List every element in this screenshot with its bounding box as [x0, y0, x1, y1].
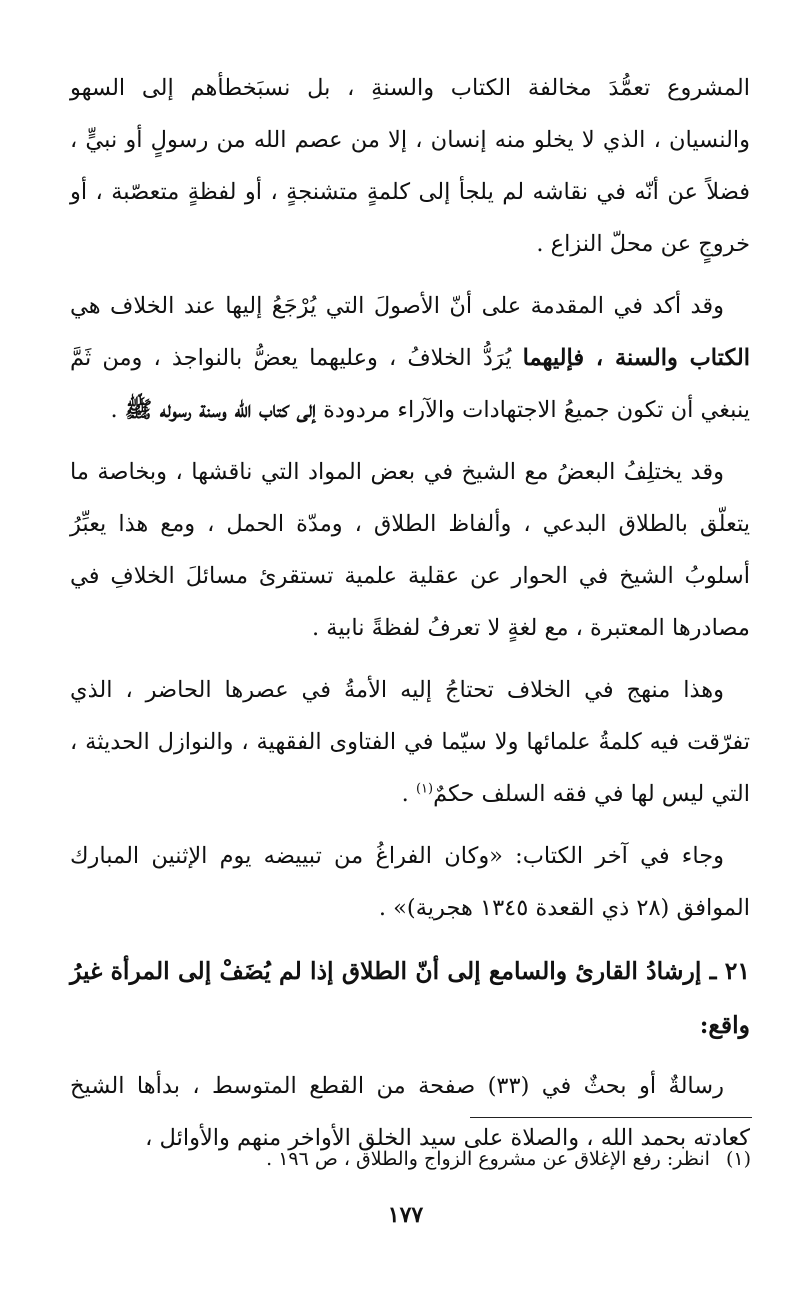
page-body [70, 62, 750, 1174]
paragraph-2-text-3: . [110, 397, 125, 423]
paragraph-2-text-1: وقد أكد في المقدمة على أنّ الأصولَ التي يُرْجَعُ إليها عند الخلاف هي [70, 293, 724, 319]
paragraph-5: وجاء في آخر الكتاب: «وكان الفراغُ من تبييضه يوم الإثنين المبارك الموافق (٢٨ ذي القعدة ١٣٤٥ هجرية)» . [70, 843, 750, 921]
footnote-text: انظر: رفع الإغلاق عن مشروع الزواج والطلاق ، ص ١٩٦ . [266, 1148, 710, 1170]
footnote-number: (١) [725, 1148, 751, 1170]
paragraph-1: المشروع تعمُّدَ مخالفة الكتاب والسنةِ ، بل نسبَخطأهم إلى السهو والنسيان ، الذي لا يخلو منه إنسان ، إلا من عصم الله من رسولٍ أو نبيٍّ ، فضلاً عن أنّه في نقاشه لم يلجأ إلى كلمةٍ متشنجةٍ ، أو لفظةٍ متعصّبة ، أو خروجٍ عن محلّ النزاع . [70, 75, 750, 257]
paragraph-2-bold-2: إلى كتاب الله وسنة رسوله ﷺ [124, 397, 316, 423]
paragraph-4 [70, 664, 750, 820]
paragraph-4-text: وهذا منهج في الخلاف تحتاجُ إليه الأمةُ في عصرها الحاضر ، الذي تفرّقت فيه كلمةُ علمائها ولا سيّما في الفتاوى الفقهية ، والنوازل الحديثة ، التي ليس لها في فقه السلف حكمٌ [70, 677, 750, 807]
footnote-reference[interactable]: (١) [415, 781, 434, 797]
paragraph-2-bold-1: الكتاب والسنة ، فإليهما [522, 345, 750, 371]
footnote [61, 1144, 751, 1174]
paragraph-3: وقد يختلِفُ البعضُ مع الشيخ في بعض المواد التي ناقشها ، وبخاصة ما يتعلّق بالطلاق البدعي ، وألفاظ الطلاق ، ومدّة الحمل ، ومع هذا يعبِّرُ أسلوبُ الشيخ في الحوار عن عقلية علمية تستقرئ مسائلَ الخلافِ في مصادرها المعتبرة ، مع لغةٍ لا تعرفُ لفظةً نابية . [70, 459, 750, 641]
paragraph-2-text-2: يُرَدُّ الخلافُ ، وعليهما يعضُّ بالنواجذ ، ومن ثَمَّ ينبغي أن تكون جميعُ الاجتهادات والآراء مردودة [70, 345, 750, 423]
section-heading: ٢١ ـ إرشادُ القارئ والسامع إلى أنّ الطلاق إذا لم يُضَفْ إلى المرأة غيرُ واقع: [70, 957, 750, 1039]
paragraph-6: رسالةٌ أو بحثٌ في (٣٣) صفحة من القطع المتوسط ، بدأها الشيخ كعادته بحمد الله ، والصلاة على سيد الخلق الأواخر منهم والأوائل ، [70, 1073, 750, 1151]
page-number: ١٧٧ [387, 1202, 424, 1228]
footnote-divider [470, 1117, 752, 1118]
paragraph-2 [70, 280, 750, 436]
paragraph-4-end: . [401, 781, 416, 807]
